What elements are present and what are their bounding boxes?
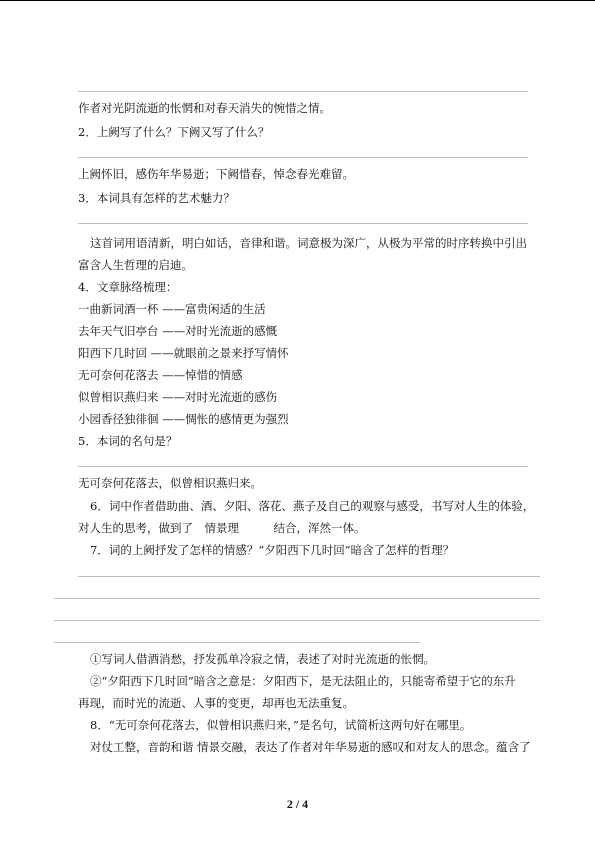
outline-item: 似曾相识燕归来 ——对时光流逝的感伤 (78, 390, 278, 404)
answer-line (54, 598, 540, 599)
answer-line (78, 91, 528, 92)
answer-text: ②“夕阳西下几时回”暗含之意是：夕阳西下，是无法阻止的，只能寄希望于它的东升 (90, 674, 516, 688)
outline-item: 去年天气旧亭台 ——对时光流逝的感慨 (78, 324, 278, 338)
answer-line (54, 620, 540, 621)
question-text: 6．词中作者借助曲、酒、夕阳、落花、燕子及自己的观察与感受，书写对人生的体验， (90, 499, 535, 513)
question-text: 8．“无可奈何花落去，似曾相识燕归来，”是名句，试简析这两句好在哪里。 (90, 718, 472, 732)
outline-item: 一曲新词酒一杯 ——富贵闲适的生活 (78, 302, 266, 316)
answer-text: 上阙怀旧，感伤年华易逝；下阙惜春，悼念春光难留。 (78, 167, 354, 181)
answer-line (78, 157, 528, 158)
answer-line (78, 466, 528, 467)
question-text: 2．上阙写了什么？下阙又写了什么？ (78, 125, 270, 139)
page-top-border (0, 0, 595, 1)
answer-text: 富含人生哲理的启迪。 (78, 258, 193, 272)
page-number: 2 / 4 (286, 797, 309, 811)
outline-item: 阳西下几时回 ——就眼前之景来抒写情怀 (78, 346, 289, 360)
answer-line (78, 223, 528, 224)
question-text: 3．本词具有怎样的艺术魅力？ (78, 191, 235, 205)
question-text: 5．本词的名句是？ (78, 434, 178, 448)
question-text: 7．词的上阙抒发了怎样的情感？“夕阳西下几时回”暗含了怎样的哲理？ (90, 543, 455, 557)
outline-item: 无可奈何花落去 ——悼惜的情感 (78, 368, 243, 382)
question-text: 4．文章脉络梳理： (78, 280, 178, 294)
answer-line (54, 642, 420, 643)
answer-text: ①写词人借酒消愁，抒发孤单冷寂之情，表述了对时光流逝的怅惘。 (90, 652, 435, 666)
answer-line (78, 576, 540, 577)
answer-text: 作者对光阴流逝的怅惘和对春天消失的惋惜之情。 (78, 101, 331, 115)
answer-text: 对仗工整，音韵和谐 情景交融，表达了作者对年华易逝的感叹和对友人的思念。蕴含了 (90, 740, 531, 754)
answer-text: 这首词用语清新，明白如话，音律和谐。词意极为深广，从极为平常的时序转换中引出 (90, 236, 527, 250)
outline-item: 小园香径独徘徊 ——惆怅的感情更为强烈 (78, 412, 289, 426)
answer-text: 再现，而时光的流逝、人事的变更，却再也无法重复。 (78, 696, 354, 710)
question-text: 对人生的思考，做到了 情景理 结合，浑然一体。 (78, 521, 366, 535)
answer-text: 无可奈何花落去，似曾相识燕归来。 (78, 476, 262, 490)
